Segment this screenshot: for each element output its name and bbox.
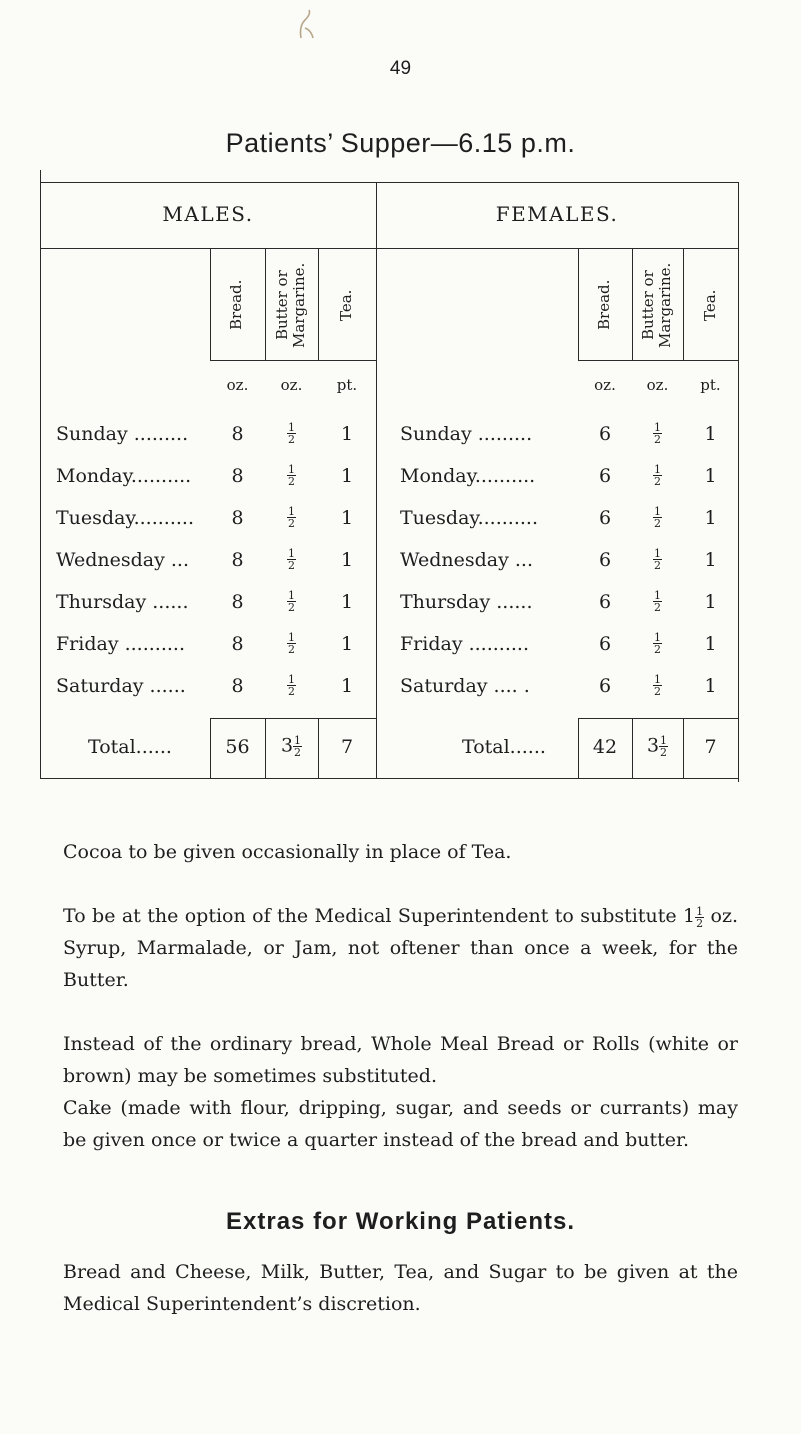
males-bread-value: 8 — [231, 675, 244, 697]
extras-text: Bread and Cheese, Milk, Butter, Tea, and Sugar to be given at the Medical Superintendent’s discretion. — [63, 1261, 738, 1315]
males-bread-value: 8 — [231, 423, 244, 445]
females-total-butter: 3 $\frac{1}{2}$ — [646, 734, 668, 759]
males-col-tea: Tea. — [337, 289, 355, 321]
females-day-label: Thursday ...... — [400, 591, 533, 613]
males-butter-value: $\frac{1}{2}$ — [288, 631, 295, 656]
unit-bread-m: oz. — [226, 376, 249, 394]
females-bread-value: 6 — [598, 423, 612, 445]
females-col-tea: Tea. — [701, 289, 719, 321]
females-bread-value: 6 — [598, 591, 612, 613]
females-day-label: Tuesday.......... — [400, 507, 539, 529]
females-total-label: Total...... — [462, 736, 546, 758]
males-col-butter: Butter or Margarine. — [273, 262, 308, 348]
males-day-label: Saturday ...... — [56, 675, 186, 697]
males-tea-value: 1 — [340, 549, 354, 571]
unit-bread-f: oz. — [594, 376, 616, 394]
females-day-label: Wednesday ... — [400, 549, 533, 571]
unit-butter-f: oz. — [646, 376, 669, 394]
males-butter-value: $\frac{1}{2}$ — [288, 505, 295, 530]
females-bread-value: 6 — [598, 633, 612, 655]
males-total-label: Total...... — [88, 736, 172, 758]
females-day-label: Monday.......... — [400, 465, 536, 487]
males-total-bread: 56 — [225, 736, 250, 758]
males-bread-value: 8 — [231, 507, 244, 529]
females-butter-value: $\frac{1}{2}$ — [654, 673, 661, 698]
males-bread-value: 8 — [231, 633, 244, 655]
males-total-tea: 7 — [340, 736, 354, 758]
bread-note: Instead of the ordinary bread, Whole Meal Bread or Rolls (white or brown) may be sometimes substituted. — [63, 1033, 738, 1087]
unit-tea-m: pt. — [336, 376, 358, 394]
males-col-bread: Bread. — [227, 279, 245, 331]
females-header: FEMALES. — [495, 202, 619, 226]
males-tea-value: 1 — [340, 633, 354, 655]
females-butter-value: $\frac{1}{2}$ — [654, 463, 661, 488]
males-day-label: Monday.......... — [56, 465, 192, 487]
females-bread-value: 6 — [598, 675, 612, 697]
extras-title: Extras for Working Patients. — [226, 1208, 575, 1235]
cake-note: Cake (made with flour, dripping, sugar, and seeds or currants) may be given once or twice a quarter instead of the bread and butter. — [63, 1097, 738, 1151]
males-bread-value: 8 — [231, 465, 244, 487]
substitute-note: To be at the option of the Medical Superintendent to substitute 1 $\frac{1}{2}$ oz. Syrup, Marmalade, or Jam, not oftener than once a week, for the Butter. — [63, 904, 739, 991]
unit-tea-f: pt. — [700, 376, 721, 394]
males-tea-value: 1 — [340, 465, 354, 487]
females-bread-value: 6 — [598, 507, 612, 529]
females-bread-value: 6 — [598, 549, 612, 571]
males-day-label: Tuesday.......... — [56, 507, 195, 529]
females-total-bread: 42 — [592, 736, 618, 758]
females-day-label: Sunday ......... — [400, 423, 533, 445]
females-butter-value: $\frac{1}{2}$ — [654, 631, 661, 656]
page-number: 49 — [389, 58, 412, 79]
males-butter-value: $\frac{1}{2}$ — [288, 463, 295, 488]
males-bread-value: 8 — [231, 591, 244, 613]
females-tea-value: 1 — [704, 633, 717, 655]
males-day-label: Wednesday ... — [56, 549, 189, 571]
females-day-label: Friday .......... — [400, 633, 530, 655]
females-butter-value: $\frac{1}{2}$ — [654, 505, 661, 530]
females-butter-value: $\frac{1}{2}$ — [654, 547, 661, 572]
females-butter-value: $\frac{1}{2}$ — [654, 589, 661, 614]
page-title: Patients’ Supper—6.15 p.m. — [225, 128, 576, 158]
females-col-butter: Butter or Margarine. — [639, 262, 674, 348]
females-tea-value: 1 — [704, 507, 717, 529]
females-tea-value: 1 — [704, 591, 717, 613]
males-day-label: Friday .......... — [56, 633, 186, 655]
females-bread-value: 6 — [598, 465, 612, 487]
females-tea-value: 1 — [704, 423, 717, 445]
males-butter-value: $\frac{1}{2}$ — [288, 421, 295, 446]
females-day-label: Saturday .... . — [400, 675, 530, 697]
unit-butter-m: oz. — [280, 376, 303, 394]
females-col-bread: Bread. — [595, 279, 613, 331]
males-butter-value: $\frac{1}{2}$ — [288, 673, 295, 698]
males-tea-value: 1 — [340, 423, 354, 445]
males-tea-value: 1 — [340, 675, 354, 697]
males-total-butter: 3 $\frac{1}{2}$ — [280, 734, 302, 759]
males-day-label: Sunday ......... — [56, 423, 189, 445]
cocoa-note: Cocoa to be given occasionally in place of Tea. — [63, 841, 512, 863]
females-total-tea: 7 — [704, 736, 717, 758]
females-butter-value: $\frac{1}{2}$ — [654, 421, 661, 446]
females-tea-value: 1 — [704, 675, 717, 697]
males-tea-value: 1 — [340, 507, 354, 529]
females-tea-value: 1 — [704, 465, 717, 487]
males-day-label: Thursday ...... — [56, 591, 189, 613]
males-butter-value: $\frac{1}{2}$ — [288, 589, 295, 614]
females-tea-value: 1 — [704, 549, 717, 571]
males-header: MALES. — [162, 202, 254, 226]
pencil-mark — [295, 8, 317, 44]
males-bread-value: 8 — [231, 549, 244, 571]
males-tea-value: 1 — [340, 591, 354, 613]
males-butter-value: $\frac{1}{2}$ — [288, 547, 295, 572]
